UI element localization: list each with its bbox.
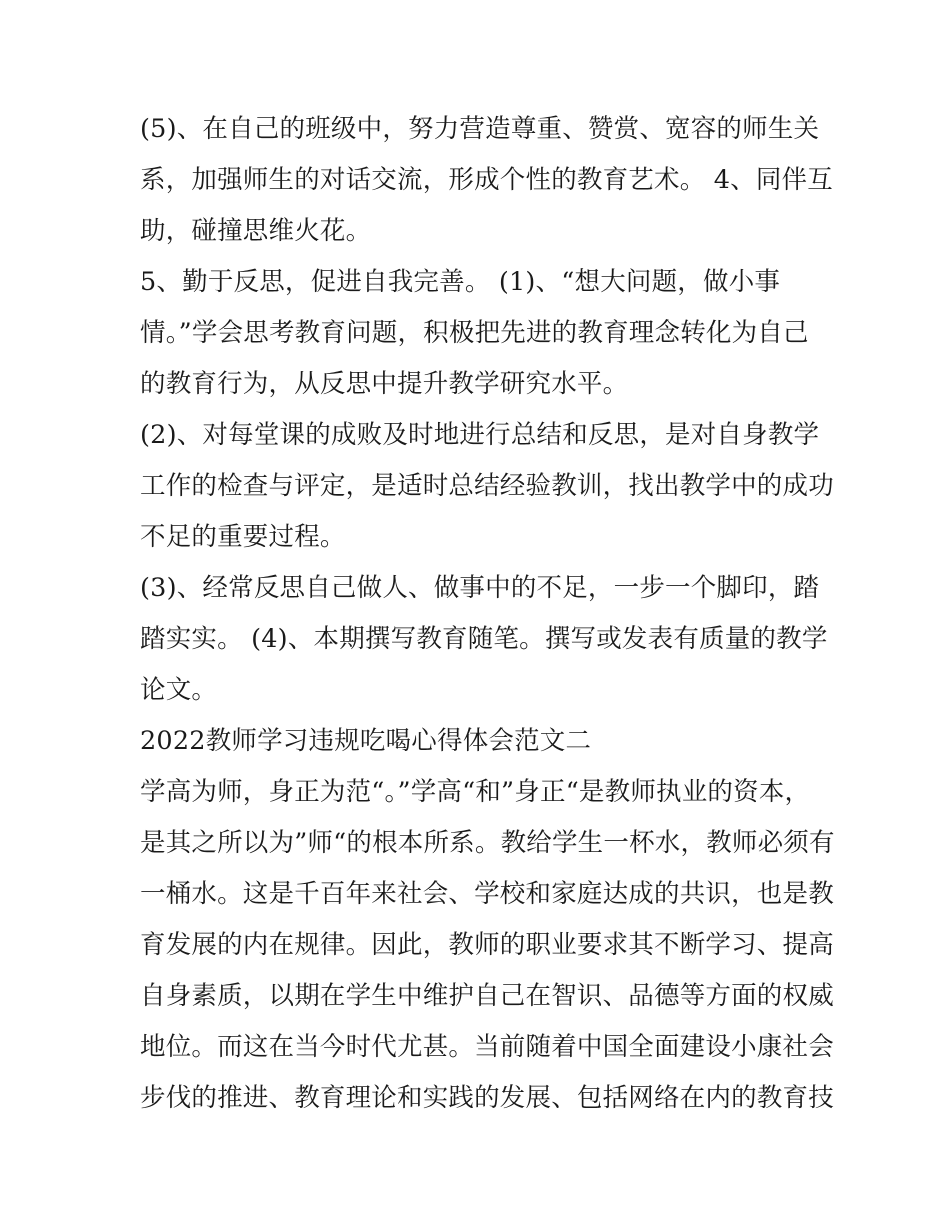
text-line: 育发展的内在规律。因此，教师的职业要求其不断学习、提高 xyxy=(140,930,834,960)
text-line: 助，碰撞思维火花。 xyxy=(140,216,372,246)
text-line: 一桶水。这是千百年来社会、学校和家庭达成的共识，也是教 xyxy=(140,879,834,909)
text-line: 学高为师，身正为范“。”学高“和”身正“是教师执业的资本， xyxy=(140,777,811,807)
text-line: 的教育行为，从反思中提升教学研究水平。 xyxy=(140,369,629,399)
text-line: 情。”学会思考教育问题，积极把先进的教育理念转化为自己 xyxy=(140,318,809,348)
text-line: 自身素质，以期在学生中维护自己在智识、品德等方面的权威 xyxy=(140,981,834,1011)
section-heading: 2022教师学习违规吃喝心得体会范文二 xyxy=(140,726,592,756)
text-line: 是其之所以为”师“的根本所系。教给学生一杯水，教师必须有 xyxy=(140,828,835,858)
text-line: (3)、经常反思自己做人、做事中的不足，一步一个脚印，踏 xyxy=(140,573,820,603)
text-line: (2)、对每堂课的成败及时地进行总结和反思，是对自身教学 xyxy=(140,420,820,450)
text-line: 系，加强师生的对话交流，形成个性的教育艺术。 4、同伴互 xyxy=(140,165,833,195)
text-line: 步伐的推进、教育理论和实践的发展、包括网络在内的教育技 xyxy=(140,1083,834,1113)
text-line: 工作的检查与评定，是适时总结经验教训，找出教学中的成功 xyxy=(140,471,834,501)
text-line: (5)、在自己的班级中，努力营造尊重、赞赏、宽容的师生关 xyxy=(140,114,820,144)
text-line: 不足的重要过程。 xyxy=(140,522,346,552)
text-line: 论文。 xyxy=(140,675,218,705)
document-body xyxy=(140,104,835,1124)
text-line: 5、勤于反思，促进自我完善。 (1)、“想大问题，做小事 xyxy=(140,267,781,297)
text-line: 地位。而这在当今时代尤甚。当前随着中国全面建设小康社会 xyxy=(140,1032,834,1062)
text-line: 踏实实。 (4)、本期撰写教育随笔。撰写或发表有质量的教学 xyxy=(140,624,828,654)
